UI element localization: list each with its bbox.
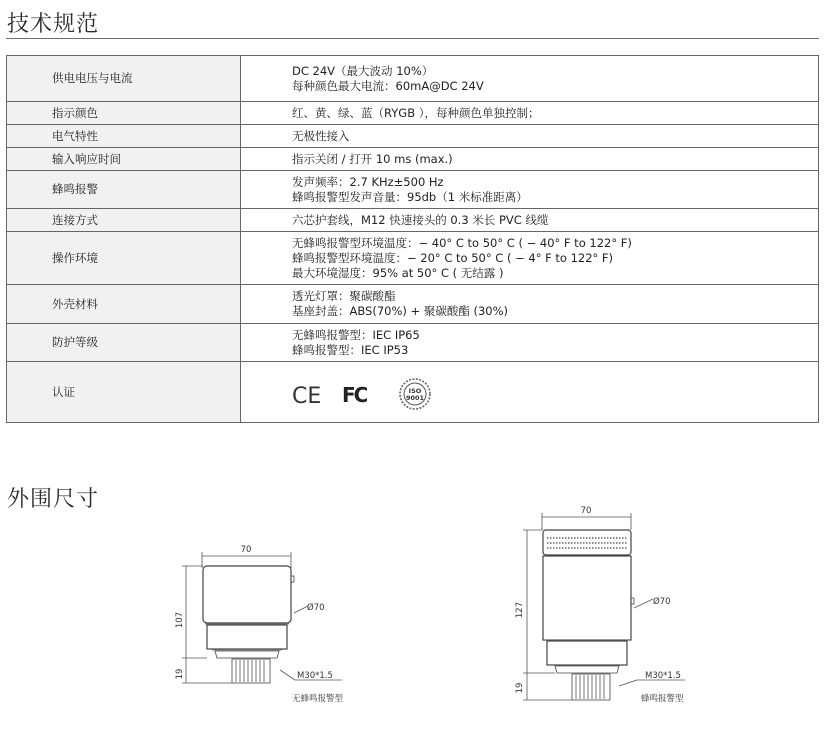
dimensions-section-title: 外围尺寸	[7, 487, 100, 512]
value-line: 蜂鸣报警型：IEC IP53	[292, 342, 409, 357]
row-value	[241, 125, 819, 148]
spec-table	[6, 55, 819, 423]
cert-logos	[292, 373, 818, 411]
row-label: 指示颜色	[7, 102, 241, 125]
row-value	[241, 171, 819, 209]
row-label: 电气特性	[7, 125, 241, 148]
value-line: DC 24V（最大波动 10%）	[292, 63, 434, 78]
diameter-label: Ø70	[307, 603, 325, 613]
row-value	[241, 148, 819, 171]
table-row	[7, 362, 819, 423]
svg-text:9001: 9001	[405, 394, 425, 402]
row-label: 操作环境	[7, 232, 241, 285]
spec-title-divider	[6, 38, 819, 39]
table-row	[7, 171, 819, 209]
value-line: 透光灯罩：聚碳酸酯	[292, 289, 396, 303]
base-height-label: 19	[175, 668, 185, 680]
table-row	[7, 56, 819, 102]
value-line: 发声频率：2.7 KHz±500 Hz	[292, 174, 444, 189]
value-line: 红、黄、绿、蓝（RYGB ），每种颜色单独控制；	[292, 105, 540, 120]
value-line: 指示关闭 / 打开 10 ms (max.)	[292, 151, 453, 166]
thread-label: M30*1.5	[645, 671, 681, 681]
row-label: 防护等级	[7, 324, 241, 362]
svg-text:ISO: ISO	[408, 387, 422, 395]
value-line: 六芯护套线，M12 快速接头的 0.3 米长 PVC 线缆	[292, 212, 549, 227]
row-value	[241, 56, 819, 102]
row-label: 连接方式	[7, 209, 241, 232]
table-row	[7, 324, 819, 362]
row-label: 认证	[7, 362, 241, 423]
dimension-drawing-buzzer	[505, 500, 725, 712]
row-value	[241, 102, 819, 125]
table-row	[7, 209, 819, 232]
value-line: 蜂鸣报警型环境温度：− 20° C to 50° C ( − 4° F to 122° F)	[292, 250, 614, 265]
table-row	[7, 102, 819, 125]
table-row	[7, 232, 819, 285]
value-line: 无极性接入	[292, 128, 350, 143]
value-line: 最大环境湿度：95% at 50° C ( 无结露 )	[292, 265, 504, 280]
iso-9001-seal-icon	[398, 377, 432, 411]
row-label: 供电电压与电流	[7, 56, 241, 102]
value-line: 每种颜色最大电流：60mA@DC 24V	[292, 78, 484, 93]
height-label: 107	[175, 611, 185, 629]
value-line: 基座封盖：ABS(70%) + 聚碳酸酯 (30%)	[292, 304, 509, 318]
row-value	[241, 285, 819, 324]
row-label: 蜂鸣报警	[7, 171, 241, 209]
width-label: 70	[240, 545, 252, 555]
table-row	[7, 285, 819, 324]
width-label: 70	[580, 506, 592, 516]
ce-mark-icon	[292, 382, 322, 406]
height-label: 127	[515, 601, 525, 619]
value-line: 蜂鸣报警型发声音量：95db（1 米标准距离）	[292, 189, 528, 204]
spec-section-title: 技术规范	[7, 12, 100, 37]
fcc-mark-icon	[342, 382, 378, 406]
drawing-caption: 无蜂鸣报警型	[292, 694, 344, 704]
row-value	[241, 209, 819, 232]
svg-text:FC: FC	[342, 383, 367, 406]
row-label: 输入响应时间	[7, 148, 241, 171]
row-value	[241, 362, 819, 423]
thread-label: M30*1.5	[297, 671, 333, 681]
value-line: 无蜂鸣报警型：IEC IP65	[292, 327, 420, 342]
drawing-caption: 蜂鸣报警型	[641, 694, 684, 704]
dimension-drawing-no-buzzer	[160, 540, 380, 710]
svg-text:CE: CE	[292, 384, 322, 406]
diameter-label: Ø70	[653, 597, 671, 607]
table-row	[7, 125, 819, 148]
base-height-label: 19	[515, 682, 525, 694]
row-value	[241, 232, 819, 285]
row-label: 外壳材料	[7, 285, 241, 324]
row-value	[241, 324, 819, 362]
table-row	[7, 148, 819, 171]
value-line: 无蜂鸣报警型环境温度：− 40° C to 50° C ( − 40° F to 122° F)	[292, 235, 632, 250]
